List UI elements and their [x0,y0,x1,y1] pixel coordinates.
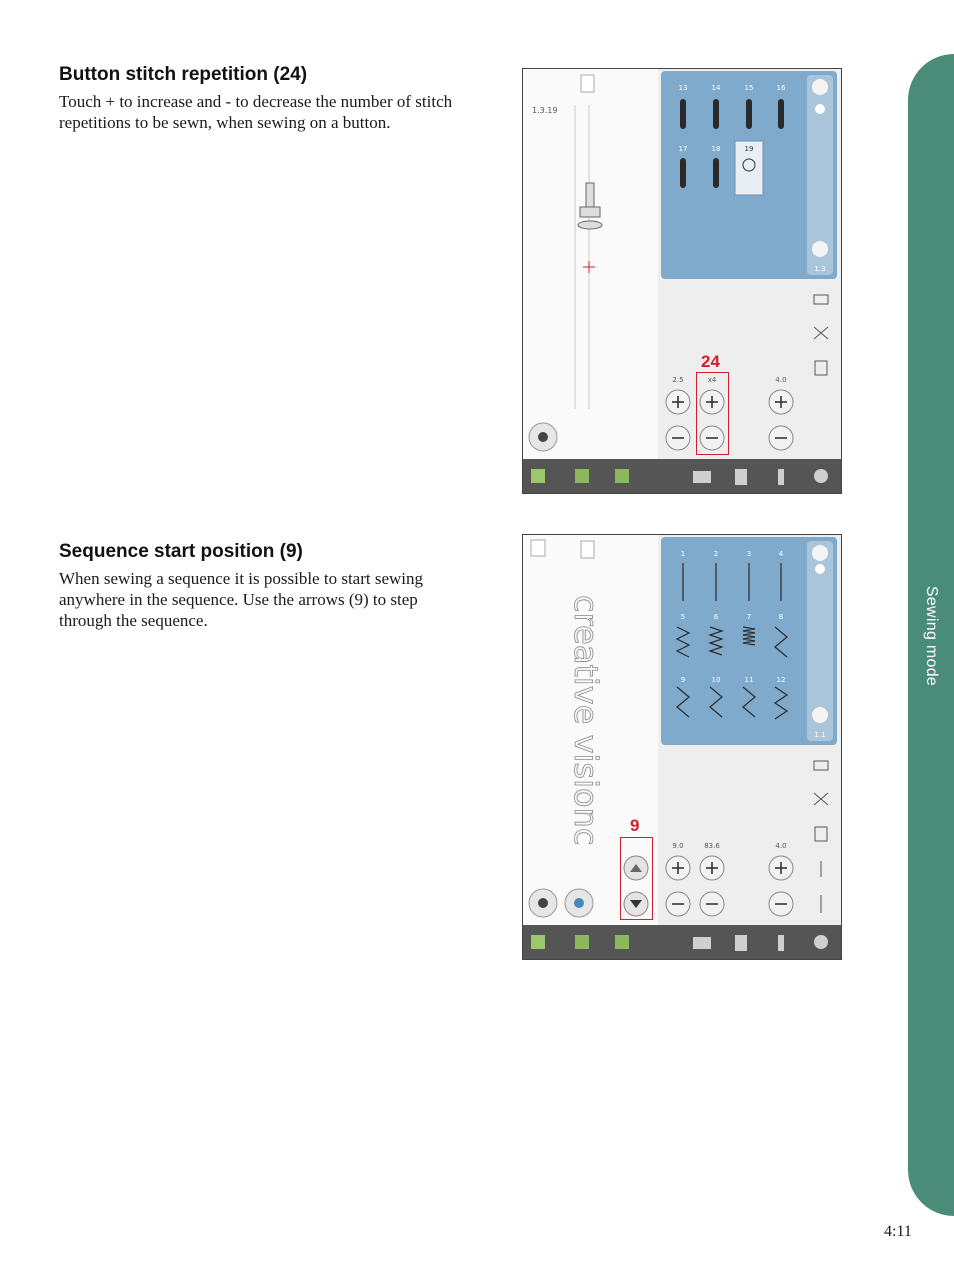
svg-text:1: 1 [680,550,686,558]
scroll-down-arrow [812,241,828,257]
svg-text:15: 15 [744,84,754,92]
parameter-controls [666,856,793,916]
sequence-text: creative visionc [567,595,605,846]
callout-box-24 [696,372,729,455]
svg-text:18: 18 [711,145,721,153]
taskbar [523,925,841,959]
svg-text:83.6: 83.6 [704,842,720,850]
svg-text:9.0: 9.0 [672,842,684,850]
taskbar [523,459,841,493]
svg-text:11: 11 [744,676,754,684]
scroll-down-arrow [812,707,828,723]
svg-text:6: 6 [713,613,719,621]
file-icon [581,541,594,558]
svg-text:8: 8 [778,613,784,621]
section-heading-sequence-start: Sequence start position (9) [59,541,303,562]
sequence-icon [531,540,545,556]
svg-text:4: 4 [778,550,784,558]
chapter-side-tab-label: Sewing mode [923,585,940,687]
svg-text:4.0: 4.0 [775,842,787,850]
sewing-field [523,69,658,459]
svg-text:x4: x4 [707,376,717,384]
page-number: 4:11 [884,1223,912,1240]
svg-text:14: 14 [711,84,721,92]
svg-text:7: 7 [746,613,752,621]
svg-text:13: 13 [678,84,688,92]
screenshot-sequence [522,534,842,960]
scroll-up-arrow [812,545,828,561]
svg-text:5: 5 [680,613,686,621]
callout-24: 24 [701,352,720,371]
svg-text:1.3: 1.3 [814,265,826,273]
section-body-sequence-start: When sewing a sequence it is possible to start sewing anywhere in the sequence. Use the arrows (9) to step through the sequence. [59,569,424,630]
svg-text:3: 3 [746,550,752,558]
parameter-controls [666,390,793,450]
svg-text:1.1: 1.1 [814,731,826,739]
stitch-id-label: 1.3.19 [532,106,558,115]
section-heading-button-repetition: Button stitch repetition (24) [59,64,308,85]
file-icon [581,75,594,92]
svg-text:19: 19 [744,145,754,153]
svg-text:2: 2 [713,550,719,558]
callout-9: 9 [630,816,640,835]
svg-text:16: 16 [776,84,786,92]
side-tools [814,295,828,375]
scroll-thumb [815,104,825,114]
section-body-button-repetition: Touch + to increase and - to decrease the number of stitch repetitions to be sewn, when sewing on a button. [59,92,453,132]
screenshot-button-stitch [522,68,842,494]
callout-box-9 [620,837,653,920]
svg-text:2.5: 2.5 [672,376,684,384]
side-tools [814,761,828,913]
svg-text:4.0: 4.0 [775,376,787,384]
svg-text:10: 10 [711,676,721,684]
svg-text:17: 17 [678,145,688,153]
scroll-thumb [815,564,825,574]
svg-text:12: 12 [776,676,786,684]
scroll-up-arrow [812,79,828,95]
svg-text:9: 9 [680,676,686,684]
